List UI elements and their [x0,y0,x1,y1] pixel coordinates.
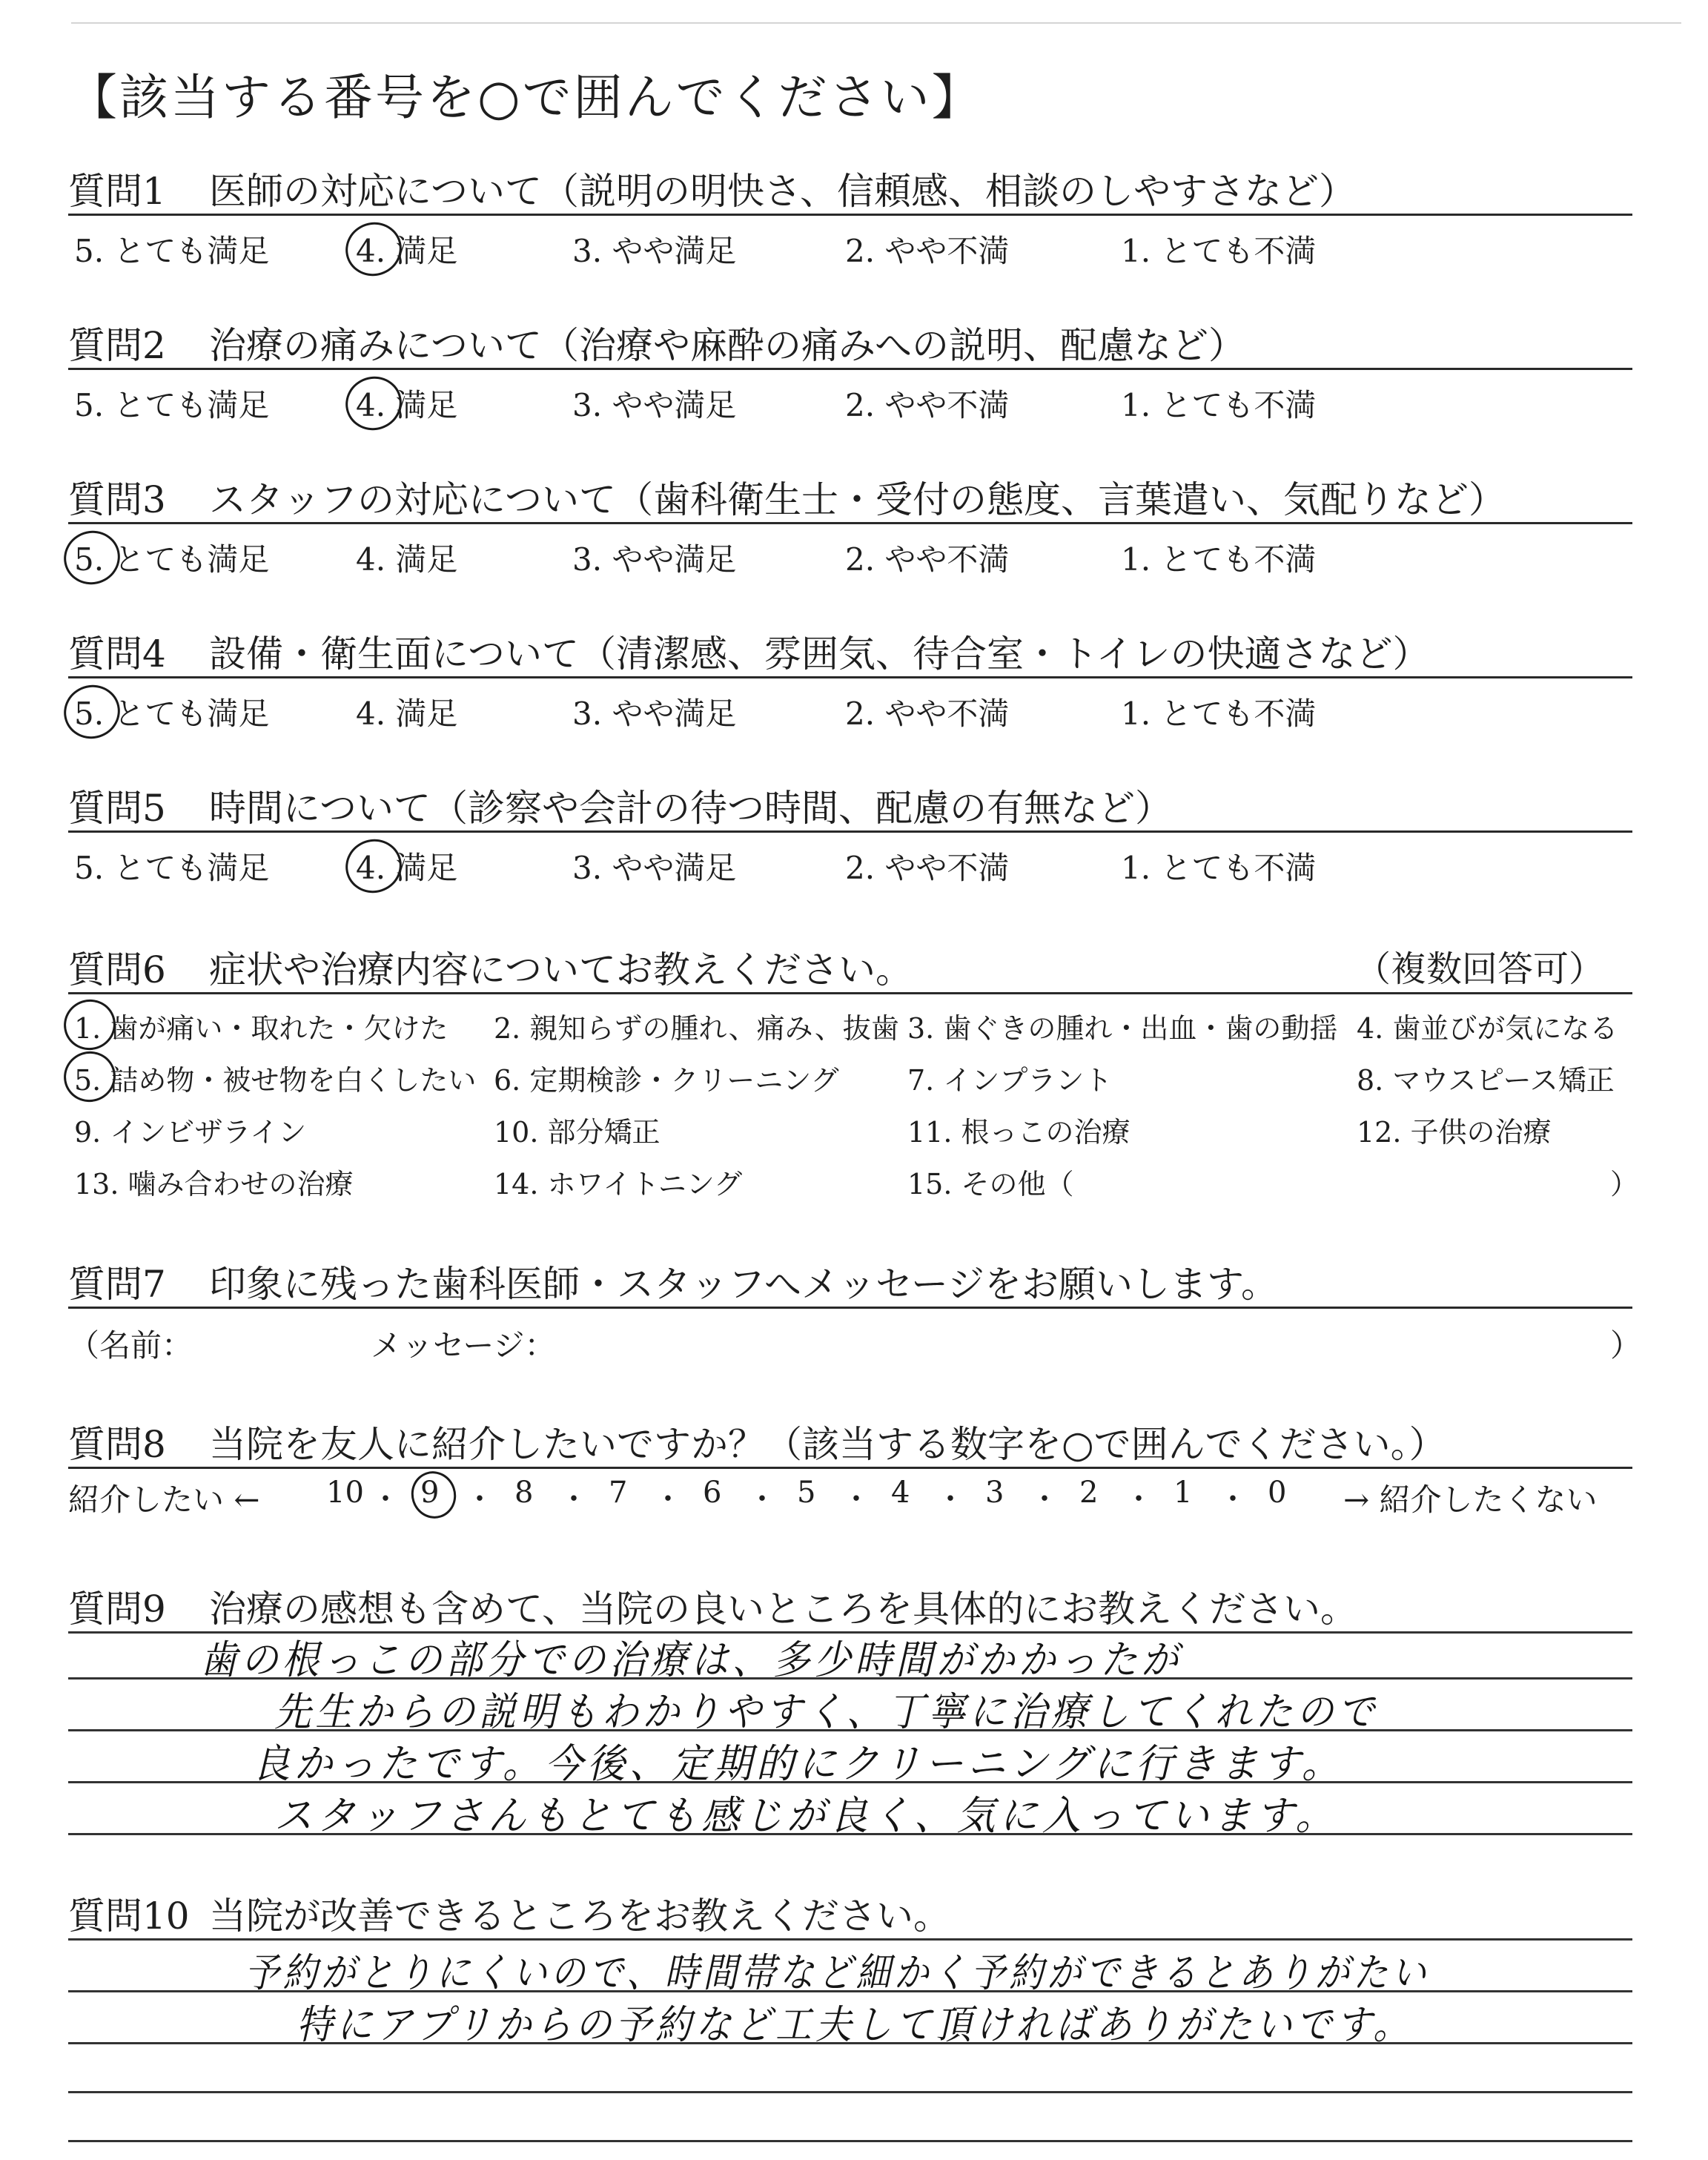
q8-scale-1[interactable]: 1 [1174,1476,1193,1510]
q4-rule [68,676,1632,678]
q5-option-3[interactable]: 3. やや満足 [572,850,737,886]
q6-option-1[interactable]: 1. 歯が痛い・取れた・欠けた [74,1012,448,1045]
q6-multiple-answer-note: （複数回答可） [1354,948,1604,990]
q8-scale-5[interactable]: 5 [797,1476,816,1510]
q8-separator: ・ [936,1482,965,1516]
q1-option-1[interactable]: 1. とても不満 [1121,233,1317,269]
q7-close-paren: ） [1610,1327,1642,1364]
q6-title: 質問6 症状や治療内容についてお教えください。 [68,948,913,991]
q8-right-label: → 紹介したくない [1343,1482,1598,1518]
q8-scale-6[interactable]: 6 [703,1476,722,1510]
q6-option-15[interactable]: 15. その他（ [907,1168,1074,1200]
q8-selection-circle [406,1465,463,1524]
q2-option-1[interactable]: 1. とても不満 [1121,387,1317,423]
q8-scale-2[interactable]: 2 [1079,1476,1099,1510]
top-border [71,22,1681,24]
q8-separator: ・ [841,1482,871,1516]
page-title: 【該当する番号を○で囲んでください】 [68,69,983,126]
q8-scale-4[interactable]: 4 [891,1476,910,1510]
q6-option-7[interactable]: 7. インプラント [907,1064,1113,1097]
q3-title: 質問3 スタッフの対応について（歯科衛生士・受付の態度、言葉遣い、気配りなど） [68,478,1506,521]
q2-option-5[interactable]: 5. とても満足 [74,387,270,423]
q2-title: 質問2 治療の痛みについて（治療や麻酔の痛みへの説明、配慮など） [68,324,1245,367]
q6-option-13[interactable]: 13. 噛み合わせの治療 [74,1168,354,1200]
q8-separator: ・ [1218,1482,1248,1516]
q3-option-3[interactable]: 3. やや満足 [572,541,737,578]
q4-option-2[interactable]: 2. やや不満 [845,696,1010,732]
q9-answer-line: スタッフさんもとても感じが良く、気に入っています。 [274,1792,1338,1839]
q10-line-rule [68,2140,1632,2142]
q6-option-11[interactable]: 11. 根っこの治療 [907,1116,1131,1149]
q4-option-5[interactable]: 5. とても満足 [74,696,270,732]
q8-separator: ・ [1124,1482,1153,1516]
q3-option-4[interactable]: 4. 満足 [356,541,458,578]
q4-selection-circle [57,678,128,746]
q4-title: 質問4 設備・衛生面について（清潔感、雰囲気、待合室・トイレの快適さなど） [68,633,1430,676]
q1-option-4[interactable]: 4. 満足 [356,233,458,269]
q6-option-8[interactable]: 8. マウスピース矯正 [1357,1064,1615,1097]
q8-separator: ・ [653,1482,683,1516]
q1-rule [68,214,1632,216]
q2-rule [68,368,1632,370]
q8-scale-3[interactable]: 3 [985,1476,1004,1510]
q2-option-2[interactable]: 2. やや不満 [845,387,1010,423]
q6-option-5[interactable]: 5. 詰め物・被せ物を白くしたい [74,1064,477,1097]
q8-scale-10[interactable]: 10 [326,1476,364,1510]
q6-other-close-paren: ） [1610,1168,1639,1200]
q6-option-4[interactable]: 4. 歯並びが気になる [1357,1012,1618,1045]
q7-name-label: （名前： [68,1327,193,1364]
q4-option-3[interactable]: 3. やや満足 [572,696,737,732]
q1-selection-circle [339,215,409,283]
q6-selection-circle [57,993,122,1057]
q3-option-2[interactable]: 2. やや不満 [845,541,1010,578]
q8-rule [68,1467,1632,1469]
q6-selection-circle [57,1045,122,1109]
q10-title: 質問10 当院が改善できるところをお教えください。 [68,1895,950,1938]
q1-option-5[interactable]: 5. とても満足 [74,233,270,269]
q4-option-4[interactable]: 4. 満足 [356,696,458,732]
q2-option-3[interactable]: 3. やや満足 [572,387,737,423]
q6-option-2[interactable]: 2. 親知らずの腫れ、痛み、抜歯 [494,1012,899,1045]
q6-option-9[interactable]: 9. インビザライン [74,1116,307,1149]
q1-title: 質問1 医師の対応について（説明の明快さ、信頼感、相談のしやすさなど） [68,170,1356,213]
q7-title: 質問7 印象に残った歯科医師・スタッフへメッセージをお願いします。 [68,1263,1278,1306]
q8-separator: ・ [747,1482,777,1516]
q8-left-label: 紹介したい ← [68,1482,260,1518]
q5-option-2[interactable]: 2. やや不満 [845,850,1010,886]
q1-option-2[interactable]: 2. やや不満 [845,233,1010,269]
q8-scale-7[interactable]: 7 [609,1476,628,1510]
q7-message-label: メッセージ： [371,1327,556,1364]
q4-option-1[interactable]: 1. とても不満 [1121,696,1317,732]
q3-rule [68,522,1632,524]
q7-rule [68,1307,1632,1309]
q2-selection-circle [339,369,409,437]
q8-scale-0[interactable]: 0 [1268,1476,1287,1510]
q6-option-14[interactable]: 14. ホワイトニング [494,1168,743,1200]
q1-option-3[interactable]: 3. やや満足 [572,233,737,269]
q9-title: 質問9 治療の感想も含めて、当院の良いところを具体的にお教えください。 [68,1588,1357,1631]
q5-rule [68,830,1632,833]
q8-scale-9[interactable]: 9 [420,1476,440,1510]
q6-option-12[interactable]: 12. 子供の治療 [1357,1116,1552,1149]
q10-rule [68,1938,1632,1941]
q10-line-rule [68,2091,1632,2093]
q6-option-6[interactable]: 6. 定期検診・クリーニング [494,1064,839,1097]
q8-separator: ・ [371,1482,400,1516]
q5-option-5[interactable]: 5. とても満足 [74,850,270,886]
q8-scale-8[interactable]: 8 [514,1476,534,1510]
q6-rule [68,992,1632,994]
q9-answer-line: 良かったです。今後、定期的にクリーニングに行きます。 [252,1740,1344,1787]
q5-title: 質問5 時間について（診察や会計の待つ時間、配慮の有無など） [68,787,1172,830]
q5-option-1[interactable]: 1. とても不満 [1121,850,1317,886]
q8-title: 質問8 当院を友人に紹介したいですか？（該当する数字を○で囲んでください。） [68,1423,1446,1466]
q6-option-10[interactable]: 10. 部分矯正 [494,1116,661,1149]
q2-option-4[interactable]: 4. 満足 [356,387,458,423]
q9-answer-line: 歯の根っこの部分での治療は、多少時間がかかったが [200,1636,1182,1683]
q10-answer-line: 予約がとりにくいので、時間帯など細かく予約ができるとありがたい [245,1949,1430,1996]
q5-selection-circle [339,832,409,900]
q5-option-4[interactable]: 4. 満足 [356,850,458,886]
q8-separator: ・ [559,1482,589,1516]
q6-option-3[interactable]: 3. 歯ぐきの腫れ・出血・歯の動揺 [907,1012,1338,1045]
q9-answer-line: 先生からの説明もわかりやすく、丁寧に治療してくれたので [274,1688,1379,1735]
q8-separator: ・ [465,1482,494,1516]
q3-option-1[interactable]: 1. とても不満 [1121,541,1317,578]
q10-answer-line: 特にアプリからの予約など工夫して頂ければありがたいです。 [297,2001,1414,2048]
q3-selection-circle [57,524,128,592]
q8-separator: ・ [1030,1482,1059,1516]
q3-option-5[interactable]: 5. とても満足 [74,541,270,578]
